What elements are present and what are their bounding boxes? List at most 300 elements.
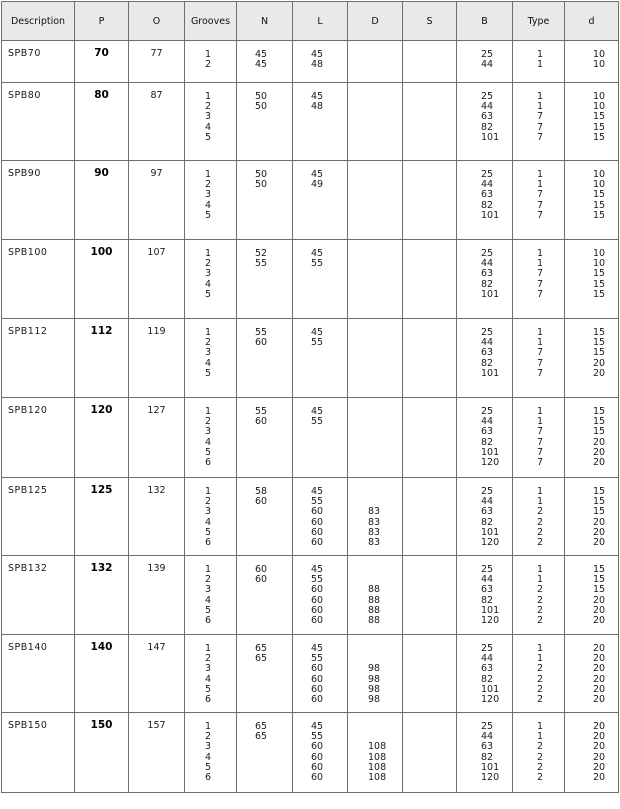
bore-value: 10 xyxy=(593,179,606,191)
b-cell xyxy=(457,41,513,83)
o-cell: 77 xyxy=(129,41,185,83)
d-value xyxy=(348,565,402,575)
table-row xyxy=(2,41,619,83)
grooves-value: 5 xyxy=(205,761,212,773)
l-value: 55 xyxy=(311,416,324,428)
bore-value: 20 xyxy=(593,516,606,528)
b-value: 120 xyxy=(481,693,500,705)
col-header-p: P xyxy=(75,2,129,41)
bore-value: 20 xyxy=(593,751,606,763)
l-value: 55 xyxy=(311,496,324,508)
type-cell xyxy=(513,478,565,556)
type-value: 1 xyxy=(537,327,544,338)
b-value: 44 xyxy=(481,179,494,191)
bore-value: 10 xyxy=(593,248,606,259)
grooves-value: 2 xyxy=(205,101,212,113)
bore-value: 20 xyxy=(593,731,606,743)
l-value: 48 xyxy=(311,59,324,71)
s-cell xyxy=(403,478,457,556)
o-cell: 87 xyxy=(129,83,185,161)
d-cell xyxy=(348,41,403,83)
type-cell xyxy=(513,713,565,793)
n-cell xyxy=(237,478,293,556)
d-cell xyxy=(348,319,403,398)
p-cell: 70 xyxy=(75,41,129,83)
b-value: 63 xyxy=(481,584,494,596)
grooves-value: 3 xyxy=(205,506,212,518)
col-header-bore: d xyxy=(565,2,619,41)
grooves-value: 6 xyxy=(205,456,212,468)
type-value: 1 xyxy=(537,643,544,654)
type-value: 1 xyxy=(537,653,544,665)
bore-value: 15 xyxy=(593,564,606,575)
table-row xyxy=(2,319,619,398)
grooves-value: 6 xyxy=(205,771,212,783)
col-header-o: O xyxy=(129,2,185,41)
o-cell: 97 xyxy=(129,161,185,240)
b-cell xyxy=(457,161,513,240)
o-cell: 127 xyxy=(129,398,185,478)
p-cell: 80 xyxy=(75,83,129,161)
bore-value: 15 xyxy=(593,416,606,428)
b-value: 82 xyxy=(481,594,494,606)
bore-value: 20 xyxy=(593,653,606,665)
grooves-value: 1 xyxy=(205,49,212,60)
l-value: 60 xyxy=(311,751,324,763)
type-value: 7 xyxy=(537,288,544,300)
type-value: 7 xyxy=(537,367,544,379)
grooves-cell xyxy=(185,478,237,556)
type-value: 2 xyxy=(537,526,544,538)
bore-value: 20 xyxy=(593,673,606,685)
grooves-cell xyxy=(185,556,237,635)
n-value: 65 xyxy=(255,643,268,654)
d-value: 88 xyxy=(368,604,381,616)
b-value: 82 xyxy=(481,357,494,369)
l-cell xyxy=(293,398,348,478)
l-value: 45 xyxy=(311,721,324,732)
grooves-value: 3 xyxy=(205,426,212,438)
d-cell xyxy=(348,478,403,556)
l-cell xyxy=(293,635,348,713)
type-value: 1 xyxy=(537,49,544,60)
type-value: 2 xyxy=(537,614,544,626)
b-value: 44 xyxy=(481,258,494,270)
bore-cell xyxy=(565,478,619,556)
b-value: 63 xyxy=(481,663,494,675)
type-value: 7 xyxy=(537,426,544,438)
n-value: 65 xyxy=(255,653,268,665)
l-cell xyxy=(293,319,348,398)
grooves-value: 3 xyxy=(205,189,212,201)
bore-value: 20 xyxy=(593,683,606,695)
type-value: 1 xyxy=(537,731,544,743)
d-cell xyxy=(348,635,403,713)
s-cell xyxy=(403,713,457,793)
b-value: 63 xyxy=(481,741,494,753)
type-value: 1 xyxy=(537,564,544,575)
l-value: 60 xyxy=(311,516,324,528)
bore-value: 20 xyxy=(593,614,606,626)
grooves-cell xyxy=(185,635,237,713)
n-value: 60 xyxy=(255,416,268,428)
l-cell xyxy=(293,41,348,83)
b-value: 44 xyxy=(481,653,494,665)
n-cell xyxy=(237,83,293,161)
grooves-value: 6 xyxy=(205,614,212,626)
n-cell xyxy=(237,556,293,635)
table-body xyxy=(2,41,619,793)
grooves-value: 1 xyxy=(205,91,212,102)
l-cell xyxy=(293,240,348,319)
type-value: 2 xyxy=(537,741,544,753)
col-header-grooves: Grooves xyxy=(185,2,237,41)
grooves-value: 2 xyxy=(205,179,212,191)
b-value: 25 xyxy=(481,91,494,102)
b-cell xyxy=(457,398,513,478)
l-value: 60 xyxy=(311,673,324,685)
l-cell xyxy=(293,713,348,793)
grooves-value: 1 xyxy=(205,643,212,654)
bore-value: 15 xyxy=(593,199,606,211)
b-value: 25 xyxy=(481,406,494,417)
o-cell: 157 xyxy=(129,713,185,793)
o-cell: 132 xyxy=(129,478,185,556)
grooves-value: 2 xyxy=(205,574,212,586)
d-value: 98 xyxy=(368,673,381,685)
type-cell xyxy=(513,556,565,635)
n-value: 55 xyxy=(255,406,268,417)
l-value: 49 xyxy=(311,179,324,191)
d-cell xyxy=(348,556,403,635)
p-cell: 125 xyxy=(75,478,129,556)
d-value: 83 xyxy=(368,506,381,518)
l-cell xyxy=(293,556,348,635)
bore-value: 20 xyxy=(593,367,606,379)
type-value: 2 xyxy=(537,693,544,705)
b-value: 120 xyxy=(481,456,500,468)
col-header-l: L xyxy=(293,2,348,41)
table-row xyxy=(2,556,619,635)
s-cell xyxy=(403,635,457,713)
bore-value: 20 xyxy=(593,604,606,616)
description-cell: SPB70 xyxy=(2,41,75,83)
grooves-cell xyxy=(185,713,237,793)
l-value: 45 xyxy=(311,91,324,102)
grooves-value: 2 xyxy=(205,59,212,71)
type-value: 2 xyxy=(537,761,544,773)
table-row xyxy=(2,83,619,161)
n-value: 58 xyxy=(255,486,268,497)
l-value: 45 xyxy=(311,169,324,180)
type-value: 7 xyxy=(537,111,544,123)
grooves-value: 1 xyxy=(205,248,212,259)
type-cell xyxy=(513,161,565,240)
d-cell xyxy=(348,240,403,319)
bore-value: 15 xyxy=(593,131,606,143)
col-header-b: B xyxy=(457,2,513,41)
grooves-value: 6 xyxy=(205,536,212,548)
grooves-cell xyxy=(185,41,237,83)
grooves-value: 4 xyxy=(205,436,212,448)
n-value: 45 xyxy=(255,59,268,71)
grooves-value: 1 xyxy=(205,486,212,497)
s-cell xyxy=(403,41,457,83)
col-header-type: Type xyxy=(513,2,565,41)
type-value: 7 xyxy=(537,268,544,280)
bore-value: 15 xyxy=(593,506,606,518)
l-value: 60 xyxy=(311,771,324,783)
type-value: 1 xyxy=(537,179,544,191)
bore-value: 20 xyxy=(593,721,606,732)
b-value: 44 xyxy=(481,731,494,743)
type-cell xyxy=(513,41,565,83)
s-cell xyxy=(403,161,457,240)
b-value: 25 xyxy=(481,248,494,259)
l-value: 45 xyxy=(311,248,324,259)
table-row xyxy=(2,713,619,793)
b-value: 25 xyxy=(481,486,494,497)
bore-value: 15 xyxy=(593,189,606,201)
o-cell: 107 xyxy=(129,240,185,319)
bore-cell xyxy=(565,556,619,635)
b-cell xyxy=(457,713,513,793)
grooves-cell xyxy=(185,240,237,319)
l-value: 45 xyxy=(311,327,324,338)
bore-value: 15 xyxy=(593,121,606,133)
b-value: 44 xyxy=(481,416,494,428)
grooves-value: 2 xyxy=(205,731,212,743)
p-cell: 132 xyxy=(75,556,129,635)
b-value: 82 xyxy=(481,199,494,211)
n-value: 50 xyxy=(255,179,268,191)
n-cell xyxy=(237,713,293,793)
b-value: 82 xyxy=(481,516,494,528)
type-value: 1 xyxy=(537,416,544,428)
b-cell xyxy=(457,635,513,713)
grooves-cell xyxy=(185,83,237,161)
l-value: 45 xyxy=(311,406,324,417)
description-cell: SPB112 xyxy=(2,319,75,398)
bore-value: 15 xyxy=(593,574,606,586)
l-value: 55 xyxy=(311,731,324,743)
grooves-value: 3 xyxy=(205,741,212,753)
bore-value: 15 xyxy=(593,496,606,508)
l-value: 45 xyxy=(311,564,324,575)
b-value: 63 xyxy=(481,268,494,280)
grooves-value: 2 xyxy=(205,337,212,349)
grooves-value: 5 xyxy=(205,604,212,616)
l-value: 60 xyxy=(311,594,324,606)
type-value: 2 xyxy=(537,594,544,606)
b-value: 82 xyxy=(481,278,494,290)
b-cell xyxy=(457,478,513,556)
type-cell xyxy=(513,398,565,478)
type-value: 7 xyxy=(537,189,544,201)
type-value: 1 xyxy=(537,574,544,586)
bore-cell xyxy=(565,240,619,319)
grooves-value: 5 xyxy=(205,288,212,300)
bore-value: 20 xyxy=(593,456,606,468)
p-cell: 120 xyxy=(75,398,129,478)
grooves-value: 4 xyxy=(205,121,212,133)
description-cell: SPB80 xyxy=(2,83,75,161)
type-value: 7 xyxy=(537,209,544,221)
b-value: 82 xyxy=(481,751,494,763)
type-value: 1 xyxy=(537,101,544,113)
l-value: 55 xyxy=(311,258,324,270)
b-value: 63 xyxy=(481,506,494,518)
grooves-value: 5 xyxy=(205,683,212,695)
grooves-value: 5 xyxy=(205,367,212,379)
b-value: 25 xyxy=(481,169,494,180)
bore-value: 10 xyxy=(593,59,606,71)
l-value: 55 xyxy=(311,337,324,349)
grooves-value: 3 xyxy=(205,111,212,123)
bore-value: 20 xyxy=(593,693,606,705)
bore-value: 20 xyxy=(593,536,606,548)
b-value: 101 xyxy=(481,526,500,538)
b-value: 82 xyxy=(481,673,494,685)
col-header-description: Description xyxy=(2,2,75,41)
b-value: 120 xyxy=(481,536,500,548)
o-cell: 139 xyxy=(129,556,185,635)
bore-value: 20 xyxy=(593,663,606,675)
type-value: 1 xyxy=(537,496,544,508)
type-value: 7 xyxy=(537,121,544,133)
d-value: 108 xyxy=(368,751,387,763)
n-value: 65 xyxy=(255,721,268,732)
grooves-value: 5 xyxy=(205,209,212,221)
n-value: 50 xyxy=(255,91,268,102)
col-header-s: S xyxy=(403,2,457,41)
b-value: 101 xyxy=(481,761,500,773)
d-cell xyxy=(348,83,403,161)
n-value: 50 xyxy=(255,101,268,113)
grooves-value: 5 xyxy=(205,526,212,538)
grooves-value: 5 xyxy=(205,446,212,458)
s-cell xyxy=(403,240,457,319)
type-value: 1 xyxy=(537,486,544,497)
l-value: 45 xyxy=(311,643,324,654)
bore-value: 15 xyxy=(593,209,606,221)
b-value: 101 xyxy=(481,367,500,379)
b-value: 101 xyxy=(481,209,500,221)
n-cell xyxy=(237,398,293,478)
b-value: 63 xyxy=(481,347,494,359)
bore-value: 20 xyxy=(593,643,606,654)
n-cell xyxy=(237,240,293,319)
bore-value: 10 xyxy=(593,91,606,102)
o-cell: 147 xyxy=(129,635,185,713)
b-cell xyxy=(457,319,513,398)
l-value: 60 xyxy=(311,683,324,695)
n-cell xyxy=(237,161,293,240)
type-value: 7 xyxy=(537,131,544,143)
n-value: 65 xyxy=(255,731,268,743)
grooves-value: 3 xyxy=(205,584,212,596)
d-value: 108 xyxy=(368,771,387,783)
type-value: 7 xyxy=(537,199,544,211)
col-header-n: N xyxy=(237,2,293,41)
d-cell xyxy=(348,713,403,793)
description-cell: SPB150 xyxy=(2,713,75,793)
grooves-value: 3 xyxy=(205,347,212,359)
grooves-value: 3 xyxy=(205,268,212,280)
p-cell: 140 xyxy=(75,635,129,713)
type-value: 1 xyxy=(537,337,544,349)
l-value: 60 xyxy=(311,584,324,596)
d-value: 88 xyxy=(368,584,381,596)
n-value: 55 xyxy=(255,258,268,270)
type-cell xyxy=(513,319,565,398)
l-value: 55 xyxy=(311,653,324,665)
bore-value: 10 xyxy=(593,101,606,113)
grooves-value: 2 xyxy=(205,258,212,270)
p-cell: 90 xyxy=(75,161,129,240)
type-value: 2 xyxy=(537,771,544,783)
grooves-value: 2 xyxy=(205,653,212,665)
n-value: 60 xyxy=(255,574,268,586)
description-cell: SPB90 xyxy=(2,161,75,240)
grooves-value: 4 xyxy=(205,673,212,685)
b-value: 44 xyxy=(481,574,494,586)
l-value: 60 xyxy=(311,536,324,548)
b-value: 63 xyxy=(481,189,494,201)
grooves-value: 2 xyxy=(205,416,212,428)
l-value: 55 xyxy=(311,574,324,586)
l-value: 60 xyxy=(311,693,324,705)
bore-value: 15 xyxy=(593,278,606,290)
b-value: 44 xyxy=(481,101,494,113)
grooves-value: 2 xyxy=(205,496,212,508)
bore-cell xyxy=(565,41,619,83)
type-value: 1 xyxy=(537,406,544,417)
bore-value: 15 xyxy=(593,584,606,596)
bore-cell xyxy=(565,319,619,398)
bore-value: 15 xyxy=(593,426,606,438)
bore-value: 15 xyxy=(593,486,606,497)
type-value: 1 xyxy=(537,258,544,270)
bore-value: 15 xyxy=(593,337,606,349)
type-value: 2 xyxy=(537,506,544,518)
n-value: 52 xyxy=(255,248,268,259)
n-value: 45 xyxy=(255,49,268,60)
l-value: 60 xyxy=(311,741,324,753)
d-value: 98 xyxy=(368,683,381,695)
l-value: 60 xyxy=(311,604,324,616)
grooves-value: 5 xyxy=(205,131,212,143)
d-value xyxy=(348,487,402,497)
type-value: 2 xyxy=(537,751,544,763)
type-cell xyxy=(513,635,565,713)
l-cell xyxy=(293,161,348,240)
description-cell: SPB100 xyxy=(2,240,75,319)
bore-value: 15 xyxy=(593,406,606,417)
p-cell: 100 xyxy=(75,240,129,319)
type-value: 1 xyxy=(537,721,544,732)
table-row xyxy=(2,240,619,319)
grooves-cell xyxy=(185,161,237,240)
pulley-spec-sheet xyxy=(1,1,619,793)
n-value: 60 xyxy=(255,337,268,349)
d-value: 98 xyxy=(368,693,381,705)
o-cell: 119 xyxy=(129,319,185,398)
grooves-cell xyxy=(185,398,237,478)
d-value: 83 xyxy=(368,536,381,548)
bore-value: 15 xyxy=(593,111,606,123)
bore-cell xyxy=(565,398,619,478)
